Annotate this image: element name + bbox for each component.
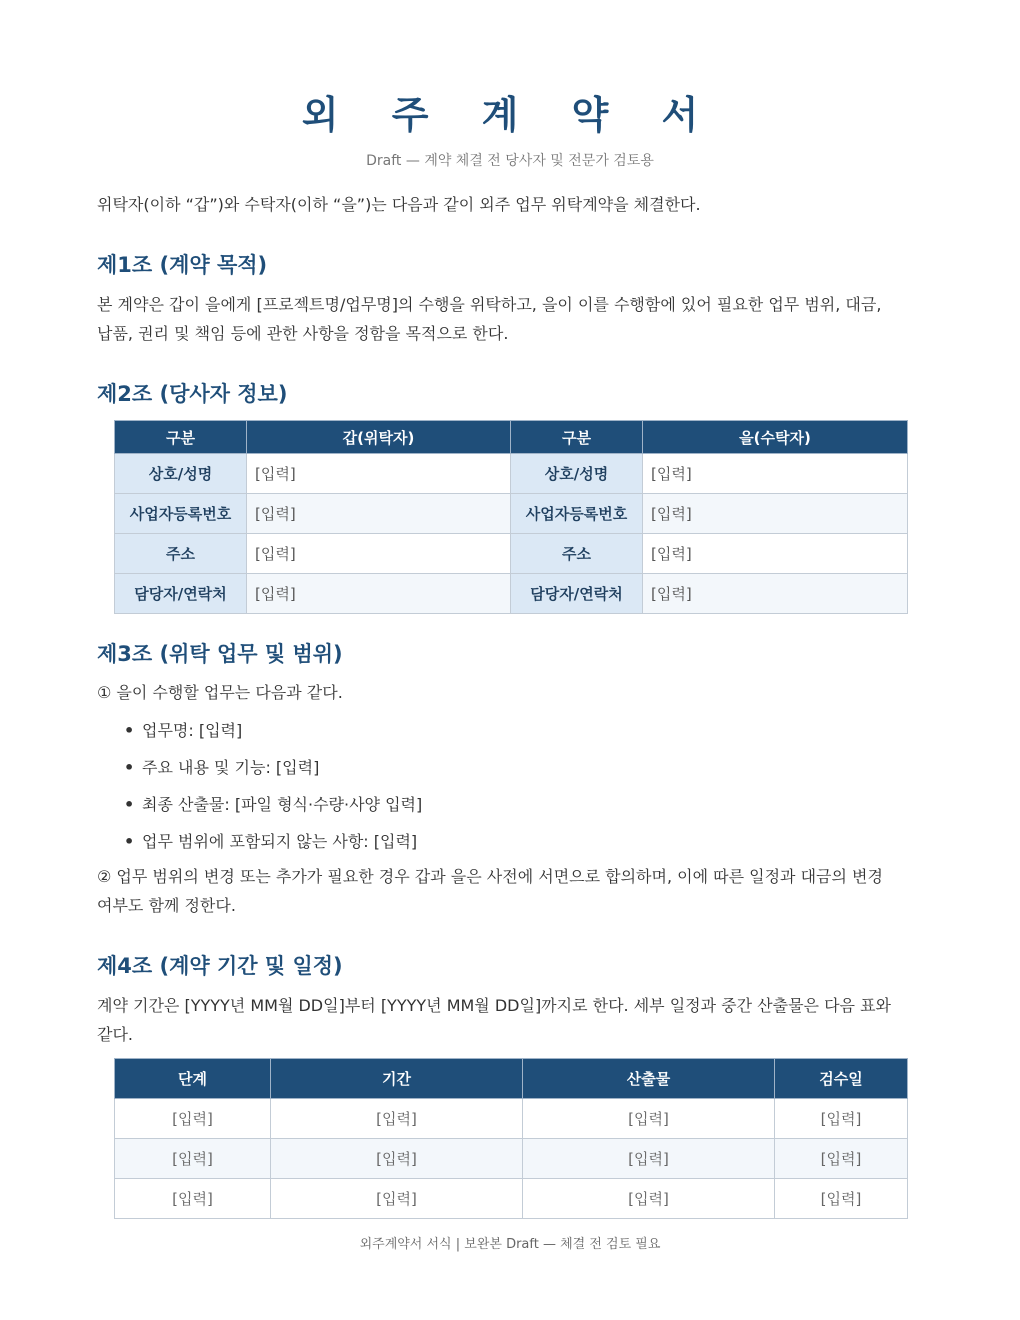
- column-header: 단계: [115, 1059, 271, 1099]
- list-item-text: 업무명: [입력]: [142, 721, 243, 740]
- bullet-icon: •: [124, 721, 135, 740]
- column-header: 검수일: [775, 1059, 908, 1099]
- table-row: [115, 454, 908, 494]
- row-label: 주소: [511, 534, 643, 574]
- column-header: 구분: [511, 421, 643, 454]
- column-header: 기간: [271, 1059, 523, 1099]
- input-cell[interactable]: [입력]: [775, 1179, 908, 1219]
- row-label: 상호/성명: [511, 454, 643, 494]
- article-1-heading: 제1조 (계약 목적): [97, 253, 268, 277]
- schedule-table: [114, 1058, 908, 1219]
- input-cell[interactable]: [입력]: [247, 574, 511, 614]
- document-subtitle: Draft — 계약 체결 전 당사자 및 전문가 검토용: [366, 153, 654, 169]
- list-item: [124, 823, 422, 860]
- bullet-icon: •: [124, 758, 135, 777]
- column-header: 구분: [115, 421, 247, 454]
- input-cell[interactable]: [입력]: [271, 1179, 523, 1219]
- input-cell[interactable]: [입력]: [115, 1179, 271, 1219]
- input-cell[interactable]: [입력]: [643, 534, 908, 574]
- input-cell[interactable]: [입력]: [523, 1099, 775, 1139]
- article-3-heading: 제3조 (위탁 업무 및 범위): [97, 642, 343, 666]
- row-label: 사업자등록번호: [115, 494, 247, 534]
- input-cell[interactable]: [입력]: [247, 494, 511, 534]
- table-row: [115, 574, 908, 614]
- bullet-icon: •: [124, 795, 135, 814]
- list-item: [124, 786, 422, 823]
- input-cell[interactable]: [입력]: [247, 454, 511, 494]
- column-header: 갑(위탁자): [247, 421, 511, 454]
- input-cell[interactable]: [입력]: [115, 1099, 271, 1139]
- input-cell[interactable]: [입력]: [775, 1139, 908, 1179]
- list-item-text: 업무 범위에 포함되지 않는 사항: [입력]: [142, 832, 418, 851]
- article-2-heading: 제2조 (당사자 정보): [97, 382, 288, 406]
- column-header: 을(수탁자): [643, 421, 908, 454]
- column-header: 산출물: [523, 1059, 775, 1099]
- list-item: [124, 712, 422, 749]
- document-title: 외 주 계 약 서: [301, 93, 719, 137]
- bullet-icon: •: [124, 832, 135, 851]
- input-cell[interactable]: [입력]: [643, 574, 908, 614]
- input-cell[interactable]: [입력]: [523, 1179, 775, 1219]
- article-3-clause-2: ② 업무 범위의 변경 또는 추가가 필요한 경우 갑과 을은 사전에 서면으로 합의하며, 이에 따른 일정과 대금의 변경 여부도 함께 정한다.: [97, 867, 883, 915]
- input-cell[interactable]: [입력]: [271, 1139, 523, 1179]
- table-row: [115, 494, 908, 534]
- intro-paragraph: 위탁자(이하 “갑”)와 수탁자(이하 “을”)는 다음과 같이 외주 업무 위탁계약을 체결한다.: [97, 195, 701, 214]
- input-cell[interactable]: [입력]: [643, 494, 908, 534]
- scope-list: [124, 712, 422, 860]
- input-cell[interactable]: [입력]: [643, 454, 908, 494]
- input-cell[interactable]: [입력]: [247, 534, 511, 574]
- article-1-body: 본 계약은 갑이 을에게 [프로젝트명/업무명]의 수행을 위탁하고, 을이 이를 수행함에 있어 필요한 업무 범위, 대금, 납품, 권리 및 책임 등에 관한 사항을 정함을 목적으로 한다.: [97, 295, 882, 343]
- row-label: 상호/성명: [115, 454, 247, 494]
- article-3-clause-1: ① 을이 수행할 업무는 다음과 같다.: [97, 683, 343, 702]
- article-4-heading: 제4조 (계약 기간 및 일정): [97, 954, 343, 978]
- list-item-text: 주요 내용 및 기능: [입력]: [142, 758, 320, 777]
- row-label: 사업자등록번호: [511, 494, 643, 534]
- input-cell[interactable]: [입력]: [523, 1139, 775, 1179]
- article-4-body: 계약 기간은 [YYYY년 MM월 DD일]부터 [YYYY년 MM월 DD일]까지로 한다. 세부 일정과 중간 산출물은 다음 표와 같다.: [97, 996, 891, 1044]
- input-cell[interactable]: [입력]: [115, 1139, 271, 1179]
- table-row: [115, 534, 908, 574]
- table-row: [115, 1139, 908, 1179]
- input-cell[interactable]: [입력]: [775, 1099, 908, 1139]
- parties-table: [114, 420, 908, 614]
- list-item-text: 최종 산출물: [파일 형식·수량·사양 입력]: [142, 795, 423, 814]
- table-row: [115, 1179, 908, 1219]
- row-label: 담당자/연락처: [511, 574, 643, 614]
- list-item: [124, 749, 422, 786]
- table-header-row: [115, 421, 908, 454]
- table-header-row: [115, 1059, 908, 1099]
- row-label: 담당자/연락처: [115, 574, 247, 614]
- table-row: [115, 1099, 908, 1139]
- row-label: 주소: [115, 534, 247, 574]
- input-cell[interactable]: [입력]: [271, 1099, 523, 1139]
- page-footer: 외주계약서 서식 | 보완본 Draft — 체결 전 검토 필요: [359, 1237, 661, 1252]
